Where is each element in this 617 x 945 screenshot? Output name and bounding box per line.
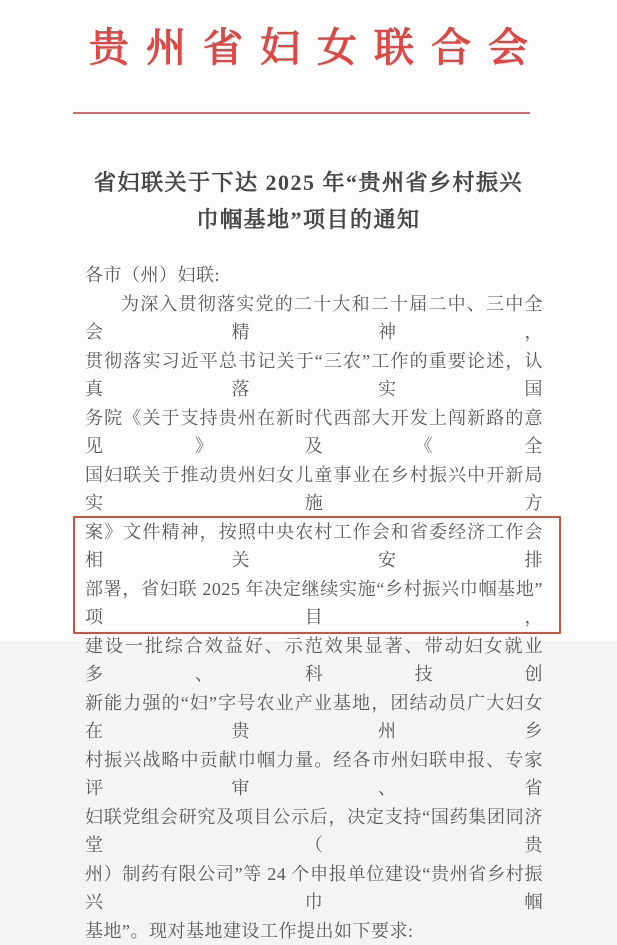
paragraph-line: 为深入贯彻落实党的二十大和二十届二中、三中全会精神，: [85, 290, 543, 347]
paragraph-line: 部署，省妇联 2025 年决定继续实施“乡村振兴巾帼基地”项目，: [85, 575, 543, 632]
paragraph-line: 州）制药有限公司”等 24 个申报单位建设“贵州省乡村振兴巾帼: [85, 860, 543, 917]
salutation: 各市（州）妇联:: [85, 261, 543, 290]
paragraph-line: 务院《关于支持贵州在新时代西部大开发上闯新路的意见》及《全: [85, 404, 543, 461]
paragraph-line: 贯彻落实习近平总书记关于“三农”工作的重要论述，认真落实国: [85, 347, 543, 404]
paragraph-line: 妇联党组会研究及项目公示后，决定支持“国药集团同济堂（贵: [85, 803, 543, 860]
document-title: [0, 164, 617, 238]
paragraph-line: 基地”。现对基地建设工作提出如下要求:: [85, 917, 543, 945]
letterhead-divider-rule: [73, 112, 530, 114]
paragraph-line: 建设一批综合效益好、示范效果显著、带动妇女就业多、科技创: [85, 632, 543, 689]
document-body: [85, 261, 543, 945]
paragraph-line: 国妇联关于推动贵州妇女儿童事业在乡村振兴中开新局实施方: [85, 461, 543, 518]
document-title-line-1: 省妇联关于下达 2025 年“贵州省乡村振兴: [0, 164, 617, 201]
letterhead-org-name: 贵州省妇女联合会: [0, 16, 617, 73]
paragraph-line: 新能力强的“妇”字号农业产业基地，团结动员广大妇女在贵州乡: [85, 689, 543, 746]
document-title-line-2: 巾帼基地”项目的通知: [0, 201, 617, 238]
paragraph-line: 村振兴战略中贡献巾帼力量。经各市州妇联申报、专家评审、省: [85, 746, 543, 803]
paragraph-line: 案》文件精神，按照中央农村工作会和省委经济工作会相关安排: [85, 518, 543, 575]
